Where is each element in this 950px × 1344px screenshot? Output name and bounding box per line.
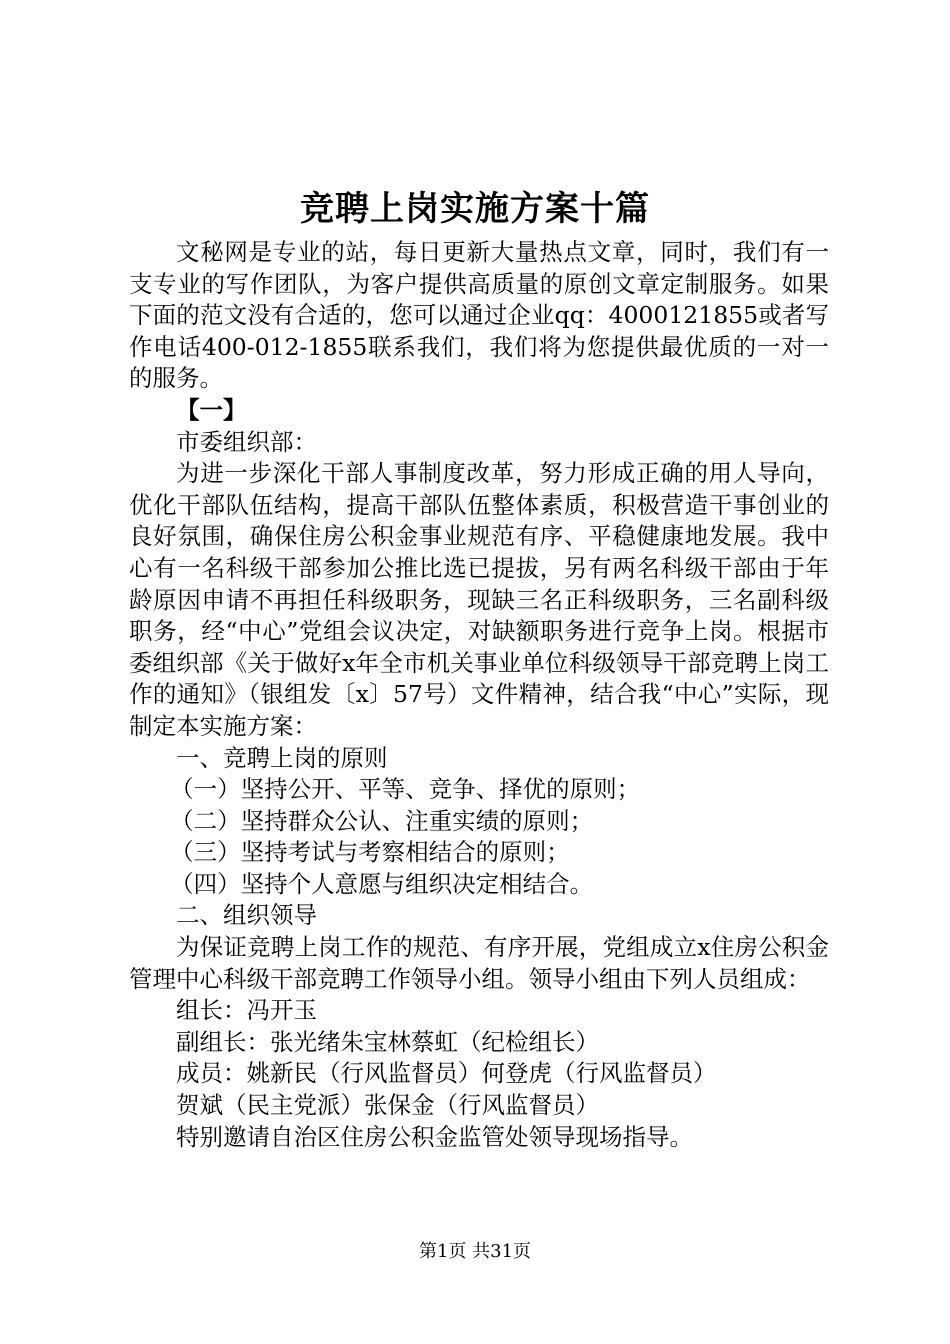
member-line: 副组长：张光绪朱宝林蔡虹（纪检组长） <box>176 1027 599 1056</box>
body-paragraph: 特别邀请自治区住房公积金监管处领导现场指导。 <box>176 1122 693 1151</box>
principle-item: （一）坚持公开、平等、竞争、择优的原则； <box>170 775 641 804</box>
page-footer: 第1页 共31页 <box>418 1241 532 1262</box>
document-title: 竞聘上岗实施方案十篇 <box>300 189 650 229</box>
intro-paragraph: 文秘网是专业的站，每日更新大量热点文章，同时，我们有一支专业的写作团队，为客户提供高质量的原创文章定制服务。如果下面的范文没有合适的，您可以通过企业qq：4000121855或者写作电话400-012-1855联系我们，我们将为您提供最优质的一对一的服务。 <box>129 238 829 393</box>
principle-item: （二）坚持群众公认、注重实绩的原则； <box>170 806 594 835</box>
member-line: 组长：冯开玉 <box>176 996 317 1025</box>
document-body <box>129 237 829 1153</box>
section-heading: 一、竞聘上岗的原则 <box>176 743 388 772</box>
section-heading: 二、组织领导 <box>176 901 317 930</box>
section-marker: 【一】 <box>176 395 247 424</box>
body-paragraph: 为保证竞聘上岗工作的规范、有序开展，党组成立x住房公积金管理中心科级干部竞聘工作领导小组。领导小组由下列人员组成： <box>129 933 829 993</box>
member-line: 贺斌（民主党派）张保金（行风监督员） <box>176 1091 599 1120</box>
principle-item: （四）坚持个人意愿与组织决定相结合。 <box>170 869 594 898</box>
principle-item: （三）坚持考试与考察相结合的原则； <box>170 838 570 867</box>
addressee: 市委组织部： <box>176 427 317 456</box>
member-line: 成员：姚新民（行风监督员）何登虎（行风监督员） <box>176 1059 717 1088</box>
body-paragraph: 为进一步深化干部人事制度改革，努力形成正确的用人导向，优化干部队伍结构，提高干部队伍整体素质，积极营造干事创业的良好氛围，确保住房公积金事业规范有序、平稳健康地发展。我中心有一名科级干部参加公推比选已提拔，另有两名科级干部由于年龄原因申请不再担任科级职务，现缺三名正科级职务，三名副科级职务，经“中心”党组会议决定，对缺额职务进行竞争上岗。根据市委组织部《关于做好x年全市机关事业单位科级领导干部竞聘上岗工作的通知》（银组发〔x〕57号）文件精神，结合我“中心”实际，现制定本实施方案： <box>129 459 829 740</box>
